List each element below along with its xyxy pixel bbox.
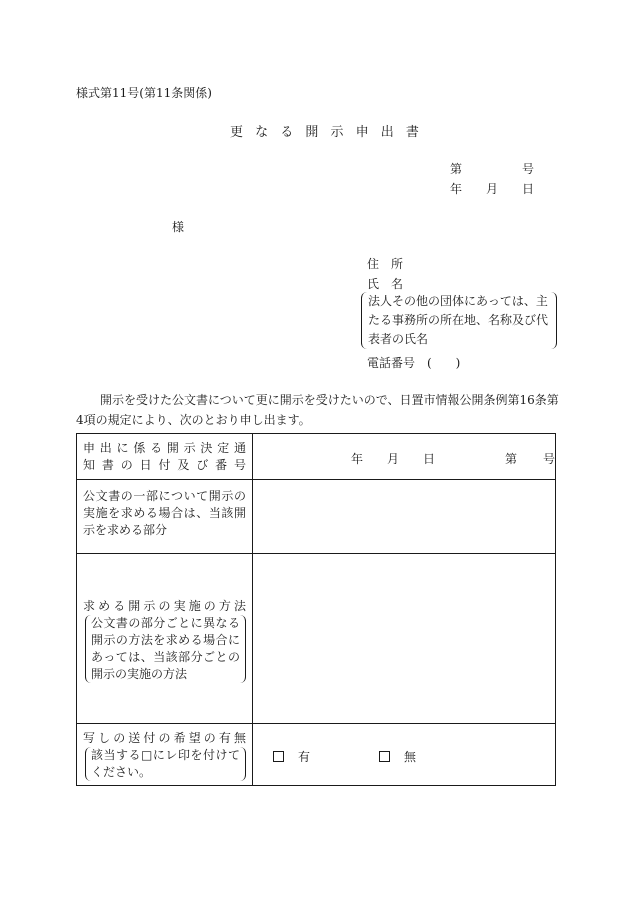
partial-disclosure-value[interactable] xyxy=(253,480,556,554)
date-year: 年 xyxy=(450,182,463,196)
corp-note-bracket xyxy=(361,292,557,349)
notice-month: 月 xyxy=(387,452,400,466)
label-main: 写しの送付の希望の有無 xyxy=(83,731,246,745)
decision-notice-label xyxy=(77,434,253,480)
notice-day: 日 xyxy=(423,452,436,466)
partial-disclosure-label xyxy=(77,480,253,554)
label-line: 申出に係る開示決定通 xyxy=(83,441,246,455)
label-note-bracket xyxy=(85,747,246,781)
notice-dai: 第 xyxy=(505,452,518,466)
label-note-bracket xyxy=(85,615,246,683)
table-row xyxy=(77,480,556,554)
disclosure-method-label xyxy=(77,554,253,724)
label-note: 公文書の部分ごとに異なる開示の方法を求める場合にあっては、当該部分ごとの開示の実施の方法 xyxy=(91,616,240,681)
label-main: 求める開示の実施の方法 xyxy=(83,599,246,613)
option-no[interactable] xyxy=(379,748,416,765)
table-row xyxy=(77,434,556,480)
phone-label: 電話番号 ( ) xyxy=(367,356,461,370)
disclosure-method-value[interactable] xyxy=(253,554,556,724)
checkbox-no[interactable] xyxy=(379,751,390,762)
addressee-sama: 様 xyxy=(172,220,185,234)
table-row xyxy=(77,724,556,786)
decision-notice-value[interactable] xyxy=(253,434,556,480)
request-table xyxy=(76,433,556,786)
copy-delivery-value xyxy=(253,724,556,786)
date-month: 月 xyxy=(486,182,499,196)
form-number: 様式第11号(第11条関係) xyxy=(76,86,212,100)
doc-dai: 第 xyxy=(450,162,463,176)
notice-gou: 号 xyxy=(543,452,556,466)
address-label: 住 所 xyxy=(367,257,404,271)
label-text: 公文書の一部について開示の実施を求める場合は、当該開示を求める部分 xyxy=(83,489,246,537)
doc-gou: 号 xyxy=(522,162,535,176)
label-line: 知 書 の 日 付 及 び 番 号 xyxy=(83,458,246,472)
corp-note: 法人その他の団体にあっては、主たる事務所の所在地、名称及び代表者の氏名 xyxy=(368,294,549,346)
option-yes-label: 有 xyxy=(298,750,311,764)
body-text: 開示を受けた公文書について更に開示を受けたいので、日置市情報公開条例第16条第4項の規定により、次のとおり申し出ます。 xyxy=(76,393,559,427)
checkbox-yes[interactable] xyxy=(273,751,284,762)
option-no-label: 無 xyxy=(404,750,417,764)
table-row xyxy=(77,554,556,724)
name-label: 氏 名 xyxy=(367,277,404,291)
notice-year: 年 xyxy=(351,452,364,466)
label-note: 該当する□にレ印を付けてください。 xyxy=(91,748,240,779)
date-day: 日 xyxy=(522,182,535,196)
option-yes[interactable] xyxy=(273,748,310,765)
copy-delivery-label xyxy=(77,724,253,786)
page-title: 更 な る 開 示 申 出 書 xyxy=(230,125,423,140)
